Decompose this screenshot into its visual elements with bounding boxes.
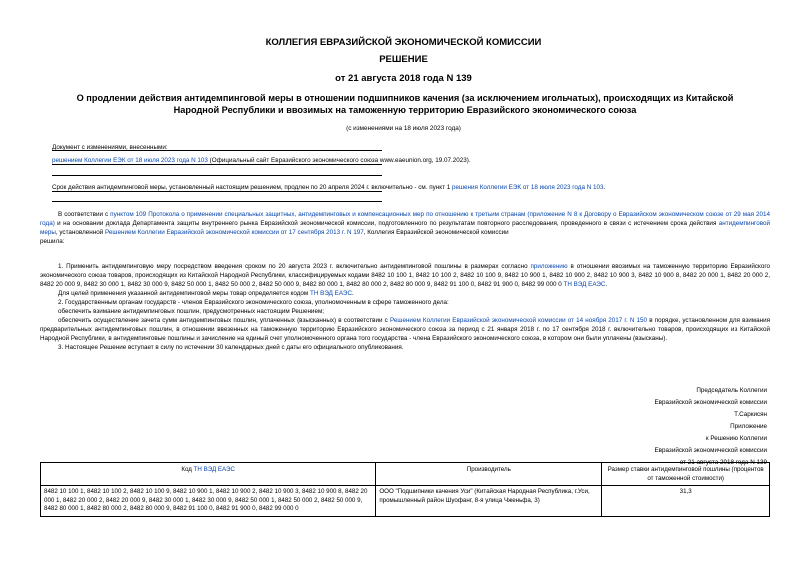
document-date-number: от 21 августа 2018 года N 139 bbox=[335, 73, 472, 84]
signature-line: Председатель Коллегии bbox=[696, 387, 767, 394]
header-code bbox=[41, 463, 376, 486]
preamble-paragraph bbox=[40, 210, 770, 237]
preamble-text: , Коллегия Евразийской экономической комиссии bbox=[363, 229, 509, 236]
divider bbox=[52, 191, 382, 192]
paragraph-2a: обеспечить взимание антидемпинговых пошлин, предусмотренных настоящим Решением; bbox=[58, 308, 325, 315]
appendix-line: к Решению Коллегии bbox=[705, 435, 767, 442]
amendment-link[interactable]: решением Коллегии ЕЭК от 18 июля 2023 года N 103 bbox=[52, 157, 208, 164]
divider bbox=[52, 175, 382, 176]
paragraph-2b bbox=[40, 316, 770, 343]
decision-150-link[interactable]: Решением Коллегии Евразийской экономической комиссии от 14 ноября 2017 г. N 150 bbox=[389, 317, 648, 324]
changes-note: (с изменениями на 18 июля 2023 года) bbox=[346, 125, 461, 132]
header-producer: Производитель bbox=[376, 463, 602, 486]
decided-label: решила: bbox=[40, 238, 65, 245]
appendix-line: Евразийской экономической комиссии bbox=[654, 447, 767, 454]
paragraph-2: 2. Государственным органам государств - членов Евразийского экономического союза, уполномоченным в сфере таможенного дела: bbox=[58, 299, 449, 306]
appendix-line: Приложение bbox=[730, 423, 767, 430]
divider bbox=[52, 164, 382, 165]
document-kind: РЕШЕНИЕ bbox=[379, 54, 428, 65]
document-title: О продлении действия антидемпинговой меры в отношении подшипников качения (за исключением игольчатых), происходящих из Китайской Народной Республики и ввозимых на таможенную территорию Евразийского экономического союза bbox=[76, 93, 734, 115]
decision-197-link[interactable]: Решением Коллегии Евразийской экономической комиссии от 17 сентября 2013 г. N 197 bbox=[104, 229, 364, 236]
table-header-row bbox=[41, 463, 770, 486]
divider bbox=[52, 201, 382, 202]
signature-block bbox=[547, 385, 767, 469]
p2b-text: обеспечить осуществление зачета сумм антидемпинговых пошлин, уплаченных (взысканных) в соответствии с bbox=[58, 317, 390, 324]
appendix-link[interactable]: приложению bbox=[530, 263, 568, 270]
signature-line: Евразийской экономической комиссии bbox=[654, 399, 767, 406]
signature-name: Т.Саркисян bbox=[734, 411, 767, 418]
p2b-text: в порядке, установленном для взимания предварительных антидемпинговых пошлин, в отношении ввезенных на таможенную территорию Евразийского экономического союза за период с 21 января 2018 г. по 17 сентября 2018 г. включительно товаров, происходящих из Китайской Народной Республики, в антидемпинговые пошлины и зачисление на единый счет уполномоченного органа того государства - члена Евразийского экономического союза, в котором они были уплачены (взысканы). bbox=[40, 317, 770, 342]
p1-text: . bbox=[605, 281, 608, 288]
cell-codes: 8482 10 100 1, 8482 10 100 2, 8482 10 100 9, 8482 10 900 1, 8482 10 900 2, 8482 10 900 3, 8482 10 900 8, 8482 20 000 1, 8482 20 000 2, 8482 20 000 9, 8482 30 000 1, 8482 30 000 9, 8482 50 000 1, 8482 50 000 2, 8482 50 000 9, 8482 80 000 1, 8482 80 000 2, 8482 80 000 9, 8482 91 100 0, 8482 91 900 0, 8482 99 000 0 bbox=[41, 486, 376, 517]
antidumping-measure-link[interactable]: антидемпинговой меры bbox=[40, 220, 770, 236]
divider bbox=[52, 150, 382, 151]
validity-end: . bbox=[603, 184, 606, 191]
duty-table bbox=[40, 462, 770, 517]
paragraph-1 bbox=[40, 262, 770, 289]
preamble-text: и на основании доклада Департамента защиты внутреннего рынка Евразийской экономической комиссии, подготовленного по результатам повторного расследования, проведенного в связи с истечением срока действия bbox=[54, 220, 719, 227]
cell-producer: ООО "Подшипники качения Уси" (Китайская Народная Республика, г.Уси, промышленный район Шуофанг, 8-я улица Чженьфа, 3) bbox=[376, 486, 602, 517]
appendix-line: от 21 августа 2018 года N 139 bbox=[679, 459, 767, 466]
table-row bbox=[41, 486, 770, 517]
preamble-text: В соответствии с bbox=[58, 211, 111, 218]
decision-body bbox=[40, 262, 770, 352]
validity-link[interactable]: решения Коллегии ЕЭК от 18 июля 2023 года N 103 bbox=[452, 184, 604, 191]
tnved-link[interactable]: ТН ВЭД ЕАЭС bbox=[193, 466, 235, 473]
changes-block bbox=[52, 143, 752, 165]
p1b-text: . bbox=[352, 290, 354, 297]
protocol-link[interactable]: пунктом 109 Протокола о применении специальных защитных, антидемпинговых и компенсационных мер по отношению к третьим странам (приложение N 8 к Договору о Евразийском экономическом союзе от 29 мая 2014 года) bbox=[40, 211, 770, 227]
p1b-text: Для целей применения указанной антидемпинговой меры товар определяется кодом bbox=[58, 290, 310, 297]
p1-text: в отношении ввозимых на таможенную территорию Евразийского экономического союза товаров, происходящих из Китайской Народной Республики, классифицируемых кодами 8482 10 100 1, 8482 10 100 2, 8482 10 100 9, 8482 10 900 1, 8482 10 900 2, 8482 10 900 3, 8482 10 900 8, 8482 20 000 1, 8482 20 000 2, 8482 20 000 9, 8482 30 000 1, 8482 30 000 9, 8482 50 000 1, 8482 50 000 2, 8482 50 000 9, 8482 80 000 1, 8482 80 000 2, 8482 80 000 9, 8482 91 100 0, 8482 91 900 0, 8482 99 000 0 bbox=[40, 263, 770, 288]
cell-rate: 31,3 bbox=[602, 486, 770, 517]
tnved-link[interactable]: ТН ВЭД ЕАЭС bbox=[309, 290, 352, 297]
paragraph-3: 3. Настоящее Решение вступает в силу по истечении 30 календарных дней с даты его официального опубликования. bbox=[58, 344, 404, 351]
header-rate: Размер ставки антидемпинговой пошлины (процентов от таможенной стоимости) bbox=[602, 463, 770, 486]
changes-source: (Официальный сайт Евразийского экономического союза www.eaeunion.org, 19.07.2023). bbox=[207, 157, 471, 164]
preamble-text: , установленной bbox=[55, 229, 105, 236]
organization-heading: КОЛЛЕГИЯ ЕВРАЗИЙСКОЙ ЭКОНОМИЧЕСКОЙ КОМИССИИ bbox=[265, 37, 542, 48]
validity-text: Срок действия антидемпинговой меры, установленный настоящим решением, продлен по 20 апреля 2024 г. включительно - см. пункт 1 bbox=[52, 184, 452, 191]
preamble bbox=[40, 210, 770, 246]
tnved-link[interactable]: ТН ВЭД ЕАЭС bbox=[563, 281, 606, 288]
paragraph-1b bbox=[40, 289, 770, 298]
changes-intro: Документ с изменениями, внесенными: bbox=[52, 144, 168, 151]
header-code-text: Код bbox=[181, 466, 194, 473]
p1-text: 1. Применить антидемпинговую меру посредством введения сроком по 20 августа 2023 г. включительно антидемпинговой пошлины в размерах согласно bbox=[58, 263, 531, 270]
